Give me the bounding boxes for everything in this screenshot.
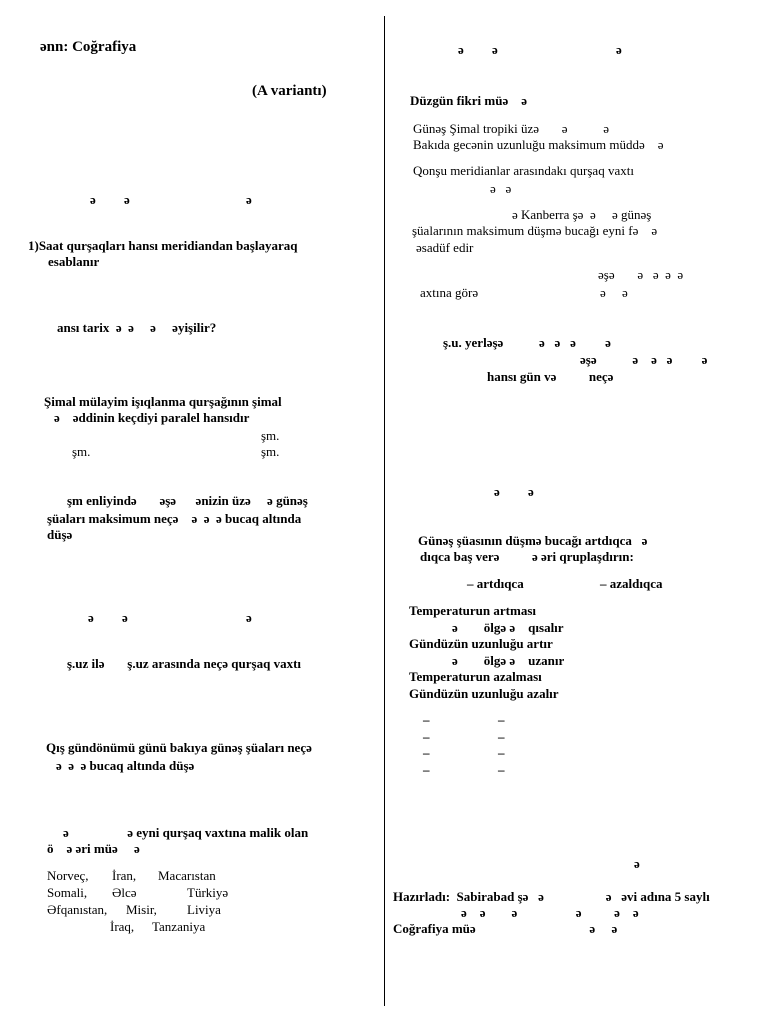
item-4: ə ölgə ə uzanır <box>452 653 565 668</box>
question-3-option-b: şm. <box>72 444 91 459</box>
country-r1-c2: İran, <box>112 868 137 883</box>
section-header-right-2b: ə <box>528 484 534 499</box>
section-header-right-1c: ə <box>616 42 622 57</box>
statement-3-line3: əsadüf edir <box>416 240 474 255</box>
statement-3-line1: ə Kanberra şə ə ə günəş <box>512 207 652 222</box>
variant-label: (A variantı) <box>252 83 327 99</box>
section-header-left-1a: ə <box>90 192 96 207</box>
question-4-line3: düşə <box>47 527 73 542</box>
statement-2-line1: Qonşu meridianlar arasındakı qurşaq vaxtı <box>413 163 634 178</box>
question-3-option-c: şm. <box>261 444 280 459</box>
statement-4-line1: əşə ə ə ə ə <box>598 267 684 282</box>
footer-mark: ə <box>634 856 640 871</box>
question-4-line1: şm enliyində əşə ənizin üzə ə günəş <box>67 493 308 508</box>
statement-1-line2: Bakıda gecənin uzunluğu maksimum müddə ə <box>413 137 664 152</box>
question-5: ş.uz ilə ş.uz arasında neçə qurşaq vaxtı <box>67 656 302 671</box>
answer-dash-2b: – <box>498 729 505 744</box>
country-r3-c1: Əfqanıstan, <box>47 902 108 917</box>
question-1-line2: esablanır <box>48 254 100 269</box>
item-3: Gündüzün uzunluğu artır <box>409 636 553 651</box>
country-r1-c3: Macarıstan <box>158 868 216 883</box>
country-r4-c1: İraq, <box>110 919 135 934</box>
section-header-left-2a: ə <box>88 610 94 625</box>
question-1-line1: 1)Saat qurşaqları hansı meridiandan başlayaraq <box>28 238 298 253</box>
subject-heading: ənn: Coğrafiya <box>40 39 137 55</box>
country-r3-c3: Liviya <box>187 902 221 917</box>
item-2: ə ölgə ə qısalır <box>452 620 564 635</box>
statement-4-line2: axtına görə <box>420 285 479 300</box>
item-5: Temperaturun azalması <box>409 669 542 684</box>
footer-line-1: Hazırladı: Sabirabad şə ə ə əvi adına 5 saylı <box>393 889 710 904</box>
section-header-left-2b: ə <box>122 610 128 625</box>
answer-dash-4a: – <box>423 762 430 777</box>
question-3-line1: Şimal mülayim işıqlanma qurşağının şimal <box>44 394 282 409</box>
item-6: Gündüzün uzunluğu azalır <box>409 686 559 701</box>
answer-dash-3a: – <box>423 745 430 760</box>
column-divider <box>384 16 385 1006</box>
answer-dash-1a: – <box>423 712 430 727</box>
country-r2-c1: Somali, <box>47 885 88 900</box>
country-r2-c3: Türkiyə <box>187 885 229 900</box>
answer-dash-1b: – <box>498 712 505 727</box>
question-7-line1: ə ə eyni qurşaq vaxtına malik olan <box>63 825 309 840</box>
right-question-1-title: Düzgün fikri müə ə <box>410 93 527 108</box>
answer-dash-3b: – <box>498 745 505 760</box>
right-question-3-line2: dıqca baş verə ə əri qruplaşdırın: <box>420 549 634 564</box>
answer-dash-2a: – <box>423 729 430 744</box>
country-r1-c1: Norveç, <box>47 868 89 883</box>
section-header-left-1b: ə <box>124 192 130 207</box>
question-3-option-a: şm. <box>261 428 280 443</box>
question-2: ansı tarix ə ə ə əyişilir? <box>57 320 217 335</box>
question-3-line2: ə əddinin keçdiyi paralel hansıdır <box>54 410 250 425</box>
right-question-2-line1: ş.u. yerləşə ə ə ə ə <box>443 335 611 350</box>
footer-line-3: Coğrafiya müə ə ə <box>393 921 618 936</box>
question-6-line2: ə ə ə bucaq altında düşə <box>56 758 195 773</box>
country-r2-c2: Əlcə <box>112 885 137 900</box>
right-question-2-line3: hansı gün və neçə <box>487 369 614 384</box>
section-header-left-1c: ə <box>246 192 252 207</box>
section-header-right-1a: ə <box>458 42 464 57</box>
column-header-decrease: – azaldıqca <box>600 576 663 591</box>
section-header-right-2a: ə <box>494 484 500 499</box>
right-question-3-line1: Günəş şüasının düşmə bucağı artdıqca ə <box>418 533 648 548</box>
country-r4-c2: Tanzaniya <box>152 919 206 934</box>
footer-line-2: ə ə ə ə ə ə <box>461 905 639 920</box>
statement-2-line2: ə ə <box>490 181 512 196</box>
question-6-line1: Qış gündönümü günü bakıya günəş şüaları neçə <box>46 740 312 755</box>
item-1: Temperaturun artması <box>409 603 536 618</box>
section-header-left-2c: ə <box>246 610 252 625</box>
country-r3-c2: Misir, <box>126 902 157 917</box>
statement-1-line1: Günəş Şimal tropiki üzə ə ə <box>413 121 610 136</box>
answer-dash-4b: – <box>498 762 505 777</box>
question-4-line2: şüaları maksimum neçə ə ə ə bucaq altında <box>47 511 302 526</box>
statement-4-line3: ə ə <box>600 285 628 300</box>
statement-3-line2: şüalarının maksimum düşmə bucağı eyni fə ə <box>412 223 658 238</box>
right-question-2-line2: əşə ə ə ə ə <box>580 352 708 367</box>
section-header-right-1b: ə <box>492 42 498 57</box>
column-header-increase: – artdıqca <box>467 576 524 591</box>
question-7-line2: ö ə əri müə ə <box>47 841 140 856</box>
